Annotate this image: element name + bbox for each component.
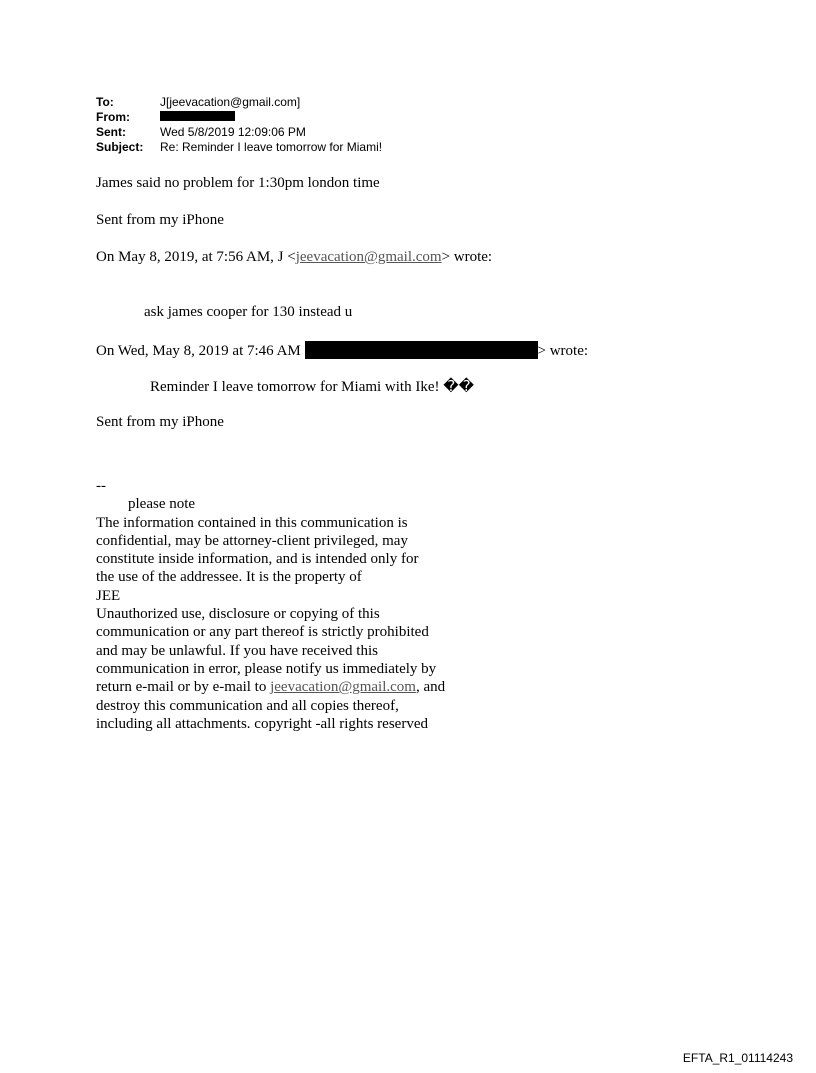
- signature: Sent from my iPhone: [96, 212, 224, 228]
- disclaimer-line: JEE: [96, 587, 121, 604]
- disclaimer-line: Unauthorized use, disclosure or copying of this: [96, 606, 380, 623]
- disclaimer: [96, 477, 445, 733]
- quote-header: [96, 248, 492, 266]
- message-line: James said no problem for 1:30pm london time: [96, 175, 380, 191]
- disclaimer-line: communication in error, please notify us immediately by: [96, 660, 437, 677]
- quote-header-prefix: On Wed, May 8, 2019 at 7:46 AM: [96, 343, 301, 359]
- reminder-text: Reminder I leave tomorrow for Miami with Ike! ��: [150, 379, 475, 395]
- subject-row: [96, 140, 382, 155]
- to-row: [96, 95, 382, 110]
- subject-value: Re: Reminder I leave tomorrow for Miami!: [160, 140, 383, 154]
- disclaimer-line: constitute inside information, and is intended only for: [96, 551, 419, 568]
- to-label: To:: [96, 95, 114, 109]
- disclaimer-email-suffix: , and: [415, 679, 446, 696]
- redaction-bar: [160, 111, 235, 121]
- disclaimer-line: the use of the addressee. It is the property of: [96, 569, 362, 586]
- disclaimer-note: please note: [128, 496, 196, 513]
- signature: Sent from my iPhone: [96, 414, 224, 430]
- email-link[interactable]: jeevacation@gmail.com: [270, 679, 416, 696]
- from-label: From:: [96, 110, 130, 124]
- disclaimer-line: communication or any part thereof is strictly prohibited: [96, 624, 429, 641]
- quote-header: [96, 341, 588, 360]
- email-header: [96, 95, 382, 155]
- reply-text: ask james cooper for 130 instead u: [144, 304, 353, 320]
- quote-header-suffix: > wrote:: [537, 343, 589, 359]
- disclaimer-line: confidential, may be attorney-client privileged, may: [96, 532, 408, 549]
- document-id: EFTA_R1_01114243: [682, 1051, 793, 1065]
- from-row: [96, 110, 382, 125]
- disclaimer-email-line: [96, 678, 445, 696]
- subject-label: Subject:: [96, 140, 144, 154]
- disclaimer-line: including all attachments. copyright -all rights reserved: [96, 715, 428, 732]
- quote-header-suffix: > wrote:: [441, 249, 493, 265]
- sent-value: Wed 5/8/2019 12:09:06 PM: [160, 125, 306, 139]
- email-link[interactable]: jeevacation@gmail.com: [295, 249, 442, 265]
- sent-row: [96, 125, 382, 140]
- disclaimer-line: The information contained in this communication is: [96, 514, 408, 531]
- disclaimer-line: and may be unlawful. If you have received this: [96, 642, 378, 659]
- to-value: J[jeevacation@gmail.com]: [160, 95, 301, 109]
- quote-header-prefix: On May 8, 2019, at 7:56 AM, J <: [96, 249, 296, 265]
- separator: --: [96, 478, 106, 494]
- redaction-bar: [305, 341, 538, 359]
- disclaimer-email-prefix: return e-mail or by e-mail to: [96, 679, 271, 696]
- sent-label: Sent:: [96, 125, 126, 139]
- disclaimer-line: destroy this communication and all copies thereof,: [96, 697, 399, 714]
